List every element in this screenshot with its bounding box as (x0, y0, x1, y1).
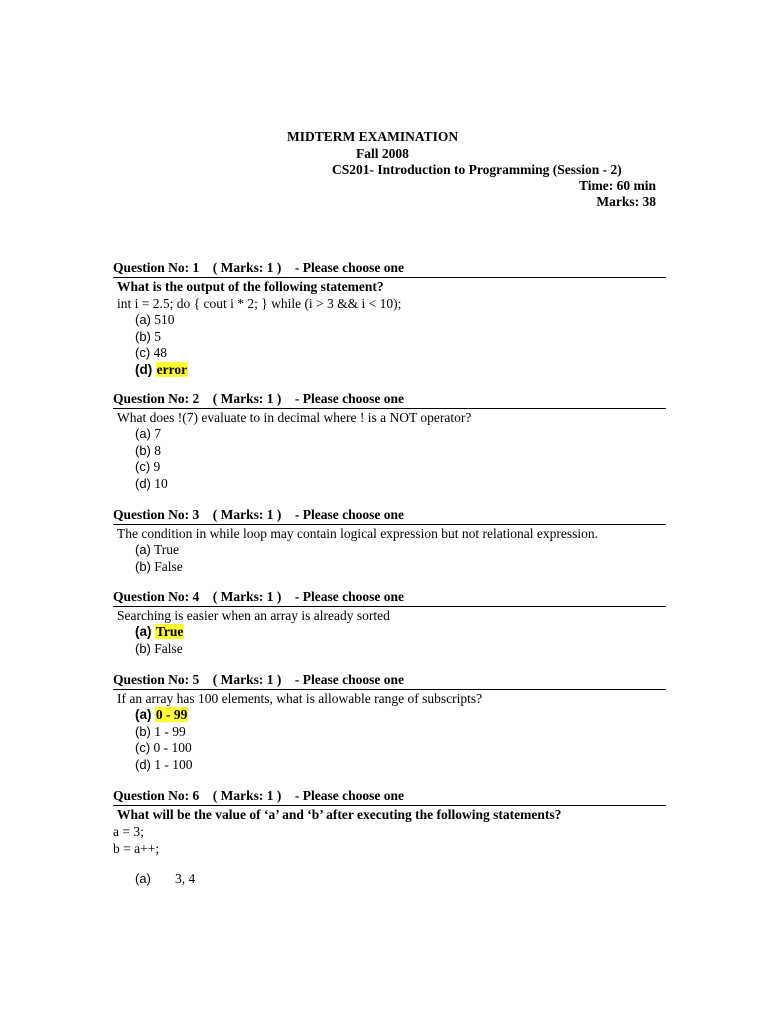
code-line-2: b = a++; (113, 841, 160, 856)
option-value: 1 - 100 (154, 756, 193, 772)
option-label: (a) (135, 542, 151, 557)
option-value: False (154, 558, 183, 574)
options-list (135, 312, 666, 378)
option-d[interactable] (135, 757, 666, 774)
option-a[interactable] (135, 312, 666, 329)
option-label: (d) (135, 756, 151, 772)
options-list (135, 707, 666, 773)
option-a[interactable] (135, 426, 666, 443)
option-label: (a) (135, 624, 152, 639)
options-list (135, 542, 666, 575)
option-label: (c) (135, 740, 151, 755)
option-label: (b) (135, 640, 151, 656)
options-list (135, 871, 666, 888)
option-value: 5 (154, 328, 162, 344)
question-header: Question No: 5 ( Marks: 1 ) - Please choose one (113, 672, 666, 690)
option-value: 7 (154, 426, 162, 441)
exam-title: MIDTERM EXAMINATION (287, 129, 459, 144)
option-a-selected[interactable] (135, 707, 666, 724)
option-value-highlighted: 0 - 99 (155, 707, 188, 722)
option-label: (d) (135, 475, 151, 491)
question-header: Question No: 6 ( Marks: 1 ) - Please choose one (113, 788, 666, 806)
option-label: (d) (135, 361, 153, 377)
option-value: 3, 4 (175, 871, 196, 886)
option-value: False (154, 640, 183, 656)
question-header: Question No: 1 ( Marks: 1 ) - Please choose one (113, 260, 666, 278)
question-2 (113, 391, 666, 492)
question-3 (113, 507, 666, 575)
question-header: Question No: 4 ( Marks: 1 ) - Please choose one (113, 589, 666, 607)
question-header: Question No: 3 ( Marks: 1 ) - Please choose one (113, 507, 666, 525)
option-value: 1 - 99 (154, 723, 186, 739)
option-value-highlighted: error (156, 361, 188, 377)
question-header: Question No: 2 ( Marks: 1 ) - Please choose one (113, 391, 666, 409)
question-4 (113, 589, 666, 657)
option-value: 0 - 100 (153, 740, 192, 755)
option-label: (b) (135, 558, 151, 574)
option-label: (c) (135, 345, 151, 360)
blank-line (113, 857, 666, 871)
option-b[interactable] (135, 559, 666, 576)
option-label: (b) (135, 328, 151, 344)
option-a-selected[interactable] (135, 624, 666, 641)
question-text: What will be the value of ‘a’ and ‘b’ after executing the following statements? (117, 807, 562, 822)
option-value: 510 (154, 312, 175, 327)
option-c[interactable] (135, 740, 666, 757)
option-label: (a) (135, 426, 151, 441)
question-text: What does !(7) evaluate to in decimal where ! is a NOT operator? (117, 410, 472, 425)
option-a[interactable] (135, 542, 666, 559)
exam-term: Fall 2008 (356, 146, 409, 161)
option-b[interactable] (135, 329, 666, 346)
course-title: CS201- Introduction to Programming (Session - 2) (332, 162, 622, 177)
question-1 (113, 260, 666, 378)
option-label: (a) (135, 871, 151, 886)
question-text: The condition in while loop may contain logical expression but not relational expression. (117, 526, 599, 541)
option-value: 8 (154, 442, 162, 458)
option-value-highlighted: True (155, 624, 184, 639)
options-list (135, 426, 666, 492)
option-d-selected[interactable] (135, 362, 666, 379)
option-label: (a) (135, 312, 151, 327)
option-label: (b) (135, 442, 151, 458)
option-value: 48 (153, 345, 168, 360)
option-b[interactable] (135, 641, 666, 658)
option-value: 10 (154, 475, 168, 491)
option-b[interactable] (135, 724, 666, 741)
option-c[interactable] (135, 345, 666, 362)
option-value: 9 (153, 459, 161, 474)
option-c[interactable] (135, 459, 666, 476)
exam-marks: Marks: 38 (596, 194, 656, 209)
question-5 (113, 672, 666, 773)
option-label: (b) (135, 723, 151, 739)
option-b[interactable] (135, 443, 666, 460)
question-text: Searching is easier when an array is already sorted (117, 608, 390, 623)
question-text: If an array has 100 elements, what is allowable range of subscripts? (117, 691, 483, 706)
question-code: int i = 2.5; do { cout i * 2; } while (i > 3 && i < 10); (117, 296, 402, 311)
option-d[interactable] (135, 476, 666, 493)
exam-time: Time: 60 min (579, 178, 656, 193)
question-6 (113, 788, 666, 888)
options-list (135, 624, 666, 657)
question-text: What is the output of the following statement? (117, 279, 384, 294)
option-a[interactable] (135, 871, 666, 888)
option-label: (a) (135, 707, 152, 722)
option-label: (c) (135, 459, 151, 474)
option-value: True (154, 542, 180, 557)
code-line-1: a = 3; (113, 824, 144, 839)
